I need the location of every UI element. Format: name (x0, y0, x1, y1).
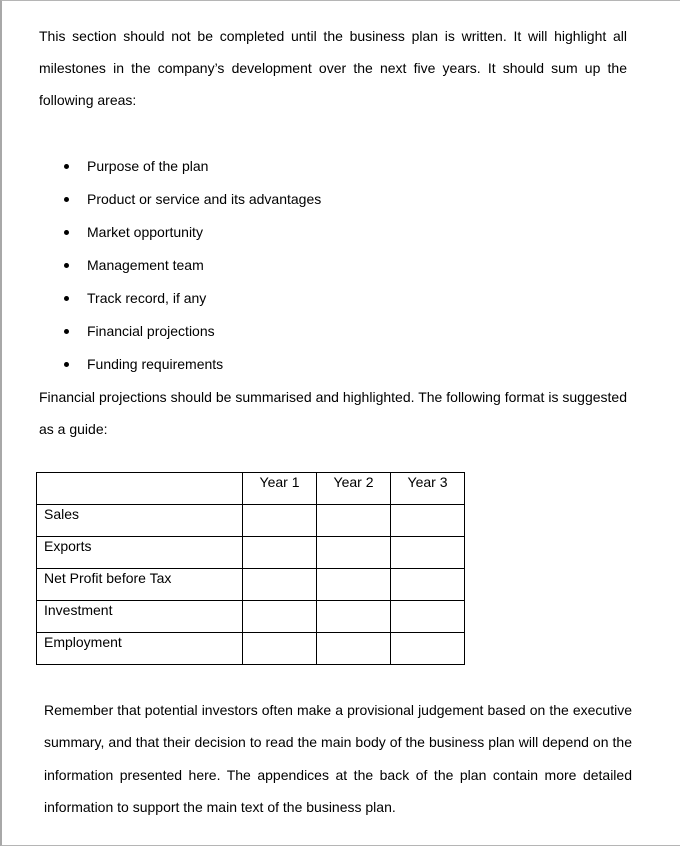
list-item-text: Financial projections (87, 323, 215, 339)
table-row (37, 601, 465, 633)
list-item-text: Management team (87, 257, 204, 273)
bullet-icon (64, 230, 69, 235)
table-cell (243, 601, 317, 633)
table-cell (391, 537, 465, 569)
list-item-text: Product or service and its advantages (87, 191, 322, 207)
closing-paragraph: Remember that potential investors often make a provisional judgement based on the executive summary, and that their decision to read the main body of the business plan will depend on the information presented here. The appendices at the back of the plan contain more detailed information to support the main text of the business plan. (44, 702, 632, 815)
bullet-icon (64, 164, 69, 169)
row-label: Sales (37, 505, 243, 537)
list-item (39, 150, 321, 183)
bullet-icon (64, 197, 69, 202)
row-label: Net Profit before Tax (37, 569, 243, 601)
list-item-text: Track record, if any (87, 290, 207, 306)
table-cell (243, 505, 317, 537)
header-cell: Year 3 (391, 473, 465, 505)
list-item (39, 315, 321, 348)
bullet-icon (64, 362, 69, 367)
table-cell (317, 505, 391, 537)
table-cell (391, 601, 465, 633)
row-label: Investment (37, 601, 243, 633)
list-item (39, 348, 321, 381)
list-item (39, 216, 321, 249)
list-item (39, 282, 321, 315)
areas-list (39, 150, 321, 381)
row-label: Exports (37, 537, 243, 569)
header-cell: Year 2 (317, 473, 391, 505)
list-item (39, 249, 321, 282)
table-header-row (37, 473, 465, 505)
bullet-icon (64, 329, 69, 334)
list-item (39, 183, 321, 216)
bullet-icon (64, 296, 69, 301)
table-cell (391, 505, 465, 537)
table-cell (317, 633, 391, 665)
intro-paragraph: This section should not be completed until the business plan is written. It will highlight all milestones in the company’s development over the next five years. It should sum up the following areas: (39, 28, 627, 108)
table-row (37, 505, 465, 537)
table-cell (317, 537, 391, 569)
financial-projections-table (36, 472, 465, 665)
table-row (37, 537, 465, 569)
table-row (37, 633, 465, 665)
table-row (37, 569, 465, 601)
projections-paragraph: Financial projections should be summarised and highlighted. The following format is suggested as a guide: (39, 389, 627, 437)
table-cell (317, 569, 391, 601)
list-item-text: Funding requirements (87, 356, 224, 372)
header-cell (37, 473, 243, 505)
table-cell (243, 537, 317, 569)
table-cell (243, 569, 317, 601)
table-cell (391, 569, 465, 601)
row-label: Employment (37, 633, 243, 665)
header-cell: Year 1 (243, 473, 317, 505)
bullet-icon (64, 263, 69, 268)
table-cell (243, 633, 317, 665)
table-cell (391, 633, 465, 665)
table-cell (317, 601, 391, 633)
list-item-text: Market opportunity (87, 224, 203, 240)
list-item-text: Purpose of the plan (87, 158, 209, 174)
